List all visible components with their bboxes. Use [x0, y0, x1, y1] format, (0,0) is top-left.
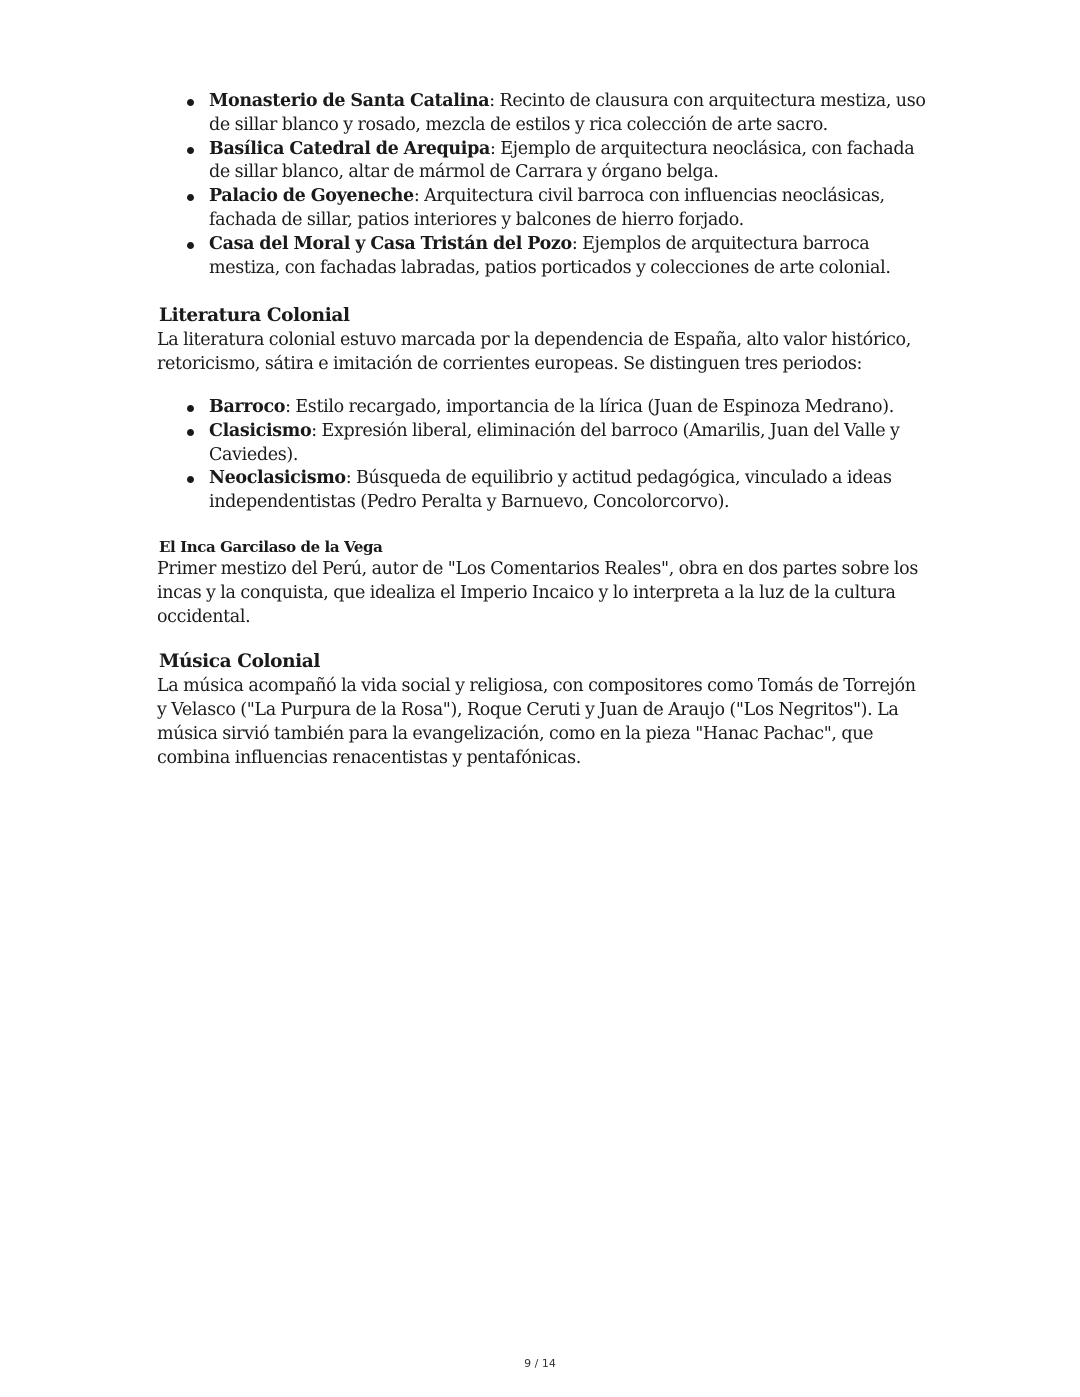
- list-item-term: Clasicismo: [209, 420, 312, 441]
- list-item-desc: : Ejemplo de arquitectura neoclásica, con fachada de sillar blanco, altar de mármol de Carrara y órgano belga.: [209, 138, 915, 183]
- subsection-heading-garcilaso: El Inca Garcilaso de la Vega: [159, 537, 383, 556]
- list-item-term: Neoclasicismo: [209, 468, 346, 489]
- bullet-icon: [187, 147, 194, 154]
- list-item-desc: : Estilo recargado, importancia de la lírica (Juan de Espinoza Medrano).: [285, 396, 894, 417]
- literatura-periods-list: [157, 396, 927, 515]
- list-item: [209, 396, 927, 420]
- list-item: [209, 467, 927, 515]
- bullet-icon: [187, 99, 194, 106]
- bullet-icon: [187, 476, 194, 483]
- literatura-intro: La literatura colonial estuvo marcada por la dependencia de España, alto valor histórico, retoricismo, sátira e imitación de corrientes europeas. Se distinguen tres periodos:: [157, 330, 911, 375]
- list-item: [209, 420, 927, 468]
- bullet-icon: [187, 242, 194, 249]
- section-heading-literatura: Literatura Colonial: [159, 305, 350, 327]
- garcilaso-text: Primer mestizo del Perú, autor de "Los Comentarios Reales", obra en dos partes sobre los incas y la conquista, que idealiza el Imperio Incaico y lo interpreta a la luz de la cultura occidental.: [157, 558, 918, 627]
- list-item-desc: : Arquitectura civil barroca con influencias neoclásicas, fachada de sillar, patios interiores y balcones de hierro forjado.: [209, 186, 885, 230]
- list-item-desc: : Ejemplos de arquitectura barroca mestiza, con fachadas labradas, patios porticados y colecciones de arte colonial.: [209, 233, 891, 278]
- list-item-term: Monasterio de Santa Catalina: [209, 91, 490, 111]
- architecture-list: [157, 90, 927, 280]
- list-item: [209, 233, 927, 281]
- list-item: [209, 138, 927, 186]
- list-item-desc: : Recinto de clausura con arquitectura mestiza, uso de sillar blanco y rosado, mezcla de estilos y rica colección de arte sacro.: [209, 91, 926, 135]
- musica-text: La música acompañó la vida social y religiosa, con compositores como Tomás de Torrejón y Velasco ("La Purpura de la Rosa"), Roque Ceruti y Juan de Araujo ("Los Negritos"). La música sirvió también para la evangelización, como en la pieza "Hanac Pachac", que combina influencias renacentistas y pentafónicas.: [157, 676, 916, 768]
- bullet-icon: [187, 194, 194, 201]
- bullet-icon: [187, 429, 194, 436]
- document-page: [157, 90, 927, 771]
- list-item-term: Palacio de Goyeneche: [209, 186, 414, 207]
- list-item-desc: : Expresión liberal, eliminación del barroco (Amarilis, Juan del Valle y Caviedes).: [209, 420, 900, 465]
- bullet-icon: [187, 405, 194, 412]
- page-number: 9 / 14: [524, 1357, 556, 1370]
- section-heading-musica: Música Colonial: [159, 651, 320, 673]
- list-item-term: Basílica Catedral de Arequipa: [209, 138, 490, 159]
- list-item-desc: : Búsqueda de equilibrio y actitud pedagógica, vinculado a ideas independentistas (Pedro Peralta y Barnuevo, Concolorcorvo).: [209, 468, 892, 513]
- list-item: [209, 90, 927, 138]
- list-item: [209, 185, 927, 233]
- list-item-term: Casa del Moral y Casa Tristán del Pozo: [209, 233, 572, 254]
- list-item-term: Barroco: [209, 396, 286, 417]
